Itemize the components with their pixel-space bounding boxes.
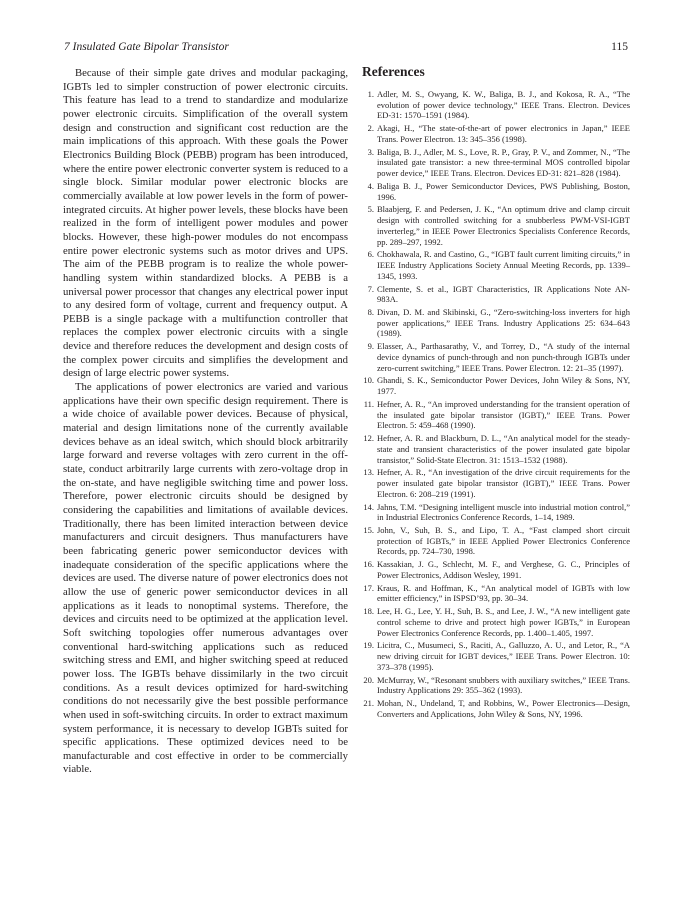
reference-text: Clemente, S. et al., IGBT Characteristics, IR Applications Note AN-983A. [377,283,630,305]
reference-text: John, V., Suh, B. S., and Lipo, T. A., “Fast clamped short circuit protection of IGBTs,” in IEEE Applied Power Electronics Conference Records, pp. 724–730, 1998. [377,525,630,557]
reference-text: Akagi, H., “The state-of-the-art of power electronics in Japan,” IEEE Trans. Power Electron. 13: 345–356 (1998). [377,123,630,144]
reference-text: Adler, M. S., Owyang, K. W., Baliga, B. J., and Kokosa, R. A., “The evolution of power device technology,” IEEE Trans. Electron. Devices ED-31: 1570–1591 (1984). [377,89,630,121]
reference-item [362,147,630,179]
reference-item [362,307,630,339]
reference-text: Jahns, T.M. “Designing intelligent muscle into industrial motion control,” in Industrial Electronics Conference Records, 1–14, 1989. [377,501,630,523]
reference-number: 11 . [362,399,374,410]
body-text-column [63,67,348,777]
reference-item [362,89,630,121]
reference-text: Elasser, A., Parthasarathy, V., and Torrey, D., “A study of the internal device dynamics of punch-through and non punch-through IGBTs under zero-current switching,” IEEE Trans. Power Electron. 12: 21–35 (1997). [377,341,630,373]
reference-text: Divan, D. M. and Skibinski, G., “Zero-switching-loss inverters for high power applications,” IEEE Trans. Industry Applications 25: 634–643 (1989). [377,307,630,339]
reference-number: 5 . [362,204,374,215]
reference-item [362,698,630,719]
reference-item [362,284,630,305]
reference-item [362,123,630,144]
reference-item [362,675,630,696]
reference-number: 17 . [362,583,374,594]
reference-number: 2 . [362,123,374,134]
reference-item [362,640,630,672]
reference-text: Ghandi, S. K., Semiconductor Power Devices, John Wiley & Sons, NY, 1977. [377,375,630,397]
reference-text: Lee, H. G., Lee, Y. H., Suh, B. S., and Lee, J. W., “A new intelligent gate control scheme to drive and protect high power IGBTs,” in European Power Electronics Conference Records, pp. 1.400–1.405, 1997. [377,606,630,638]
reference-number: 8 . [362,307,374,318]
reference-item [362,399,630,431]
reference-number: 14 . [362,502,374,513]
reference-text: Licitra, C., Musumeci, S., Raciti, A., Galluzzo, A. U., and Letor, R., “A new driving circuit for IGBT devices,” IEEE Trans. Power Electron. 10: 373–378 (1995). [377,640,630,672]
reference-number: 6 . [362,249,374,260]
reference-text: McMurray, W., “Resonant snubbers with auxiliary switches,” IEEE Trans. Industry Applications 29: 355–362 (1993). [377,674,630,696]
reference-text: Chokhawala, R. and Castino, G., “IGBT fault current limiting circuits,” in IEEE Industry Applications Society Annual Meeting Records, pp. 1339–1345, 1993. [377,249,630,281]
reference-number: 3 . [362,147,374,158]
reference-item [362,467,630,499]
references-heading: References [362,64,425,79]
reference-number: 18 . [362,606,374,617]
reference-number: 15 . [362,525,374,536]
reference-text: Baliga, B. J., Adler, M. S., Love, R. P., Gray, P. V., and Zommer, N., “The insulated gate transistor: a new three-terminal MOS controlled bipolar power device,” IEEE Trans. Electron. Devices ED-31: 821–828 (1984). [377,146,630,179]
body-paragraph: The applications of power electronics are varied and various applications have their own specific design requirement. There is a wide choice of available power devices. Because of physical, material and design limitations none of the currently available devices behave as an ideal switch, which should block arbitrarily large forward and reverse voltages with zero current in the off-state, conduct arbitrarily large currents with zero-voltage drop in the on-state, and have negligible switching time and power loss. Therefore, power electronic circuits should be designed by considering the capabilities and limitations of available devices. Traditionally, there has been limited interaction between device manufacturers and circuit designers. Thus manufacturers have been fabricating generic power semiconductor devices with inadequate consideration of the specific applications where the devices are used. The diverse nature of power electronics does not allow the use of generic power semiconductor devices in all applications as it leads to nonoptimal systems. Therefore, the devices and circuits need to be optimized at the application level. Soft switching topologies offer numerous advantages over conventional hard-switching applications such as reduced switching stress and EMI, and higher switching speed at reduced power loss. The IGBTs behave dissimilarly in the two circuit conditions. As a result devices optimized for hard-switching conditions do not necessarily give the best possible performance when used in soft-switching circuits. In order to extract maximum system performance, it is necessary to develop IGBTs suited for specific applications. These optimized devices need to be manufacturable and cost effective in order to be commercially viable. [63,381,348,776]
reference-item [362,375,630,396]
reference-item [362,606,630,638]
reference-item [362,525,630,557]
reference-item [362,433,630,465]
reference-number: 20 . [362,675,374,686]
running-head [64,39,628,55]
reference-text: Kraus, R. and Hoffman, K., “An analytical model of IGBTs with low emitter efficiency,” in ISPSD’93, pp. 30–34. [377,582,630,604]
reference-text: Kassakian, J. G., Schlecht, M. F., and Verghese, G. C., Principles of Power Electronics, Addison Wesley, 1991. [377,559,630,580]
reference-number: 9 . [362,341,374,352]
reference-item [362,249,630,281]
reference-item [362,583,630,604]
body-paragraph: Because of their simple gate drives and modular packaging, IGBTs led to simpler construction of power electronic circuits. This feature has lead to a trend to standardize and modularize power electronic circuits. Simplification of the overall system design and construction and significant cost reduction are the main implications of this approach. With these goals the Power Electronics Building Block (PEBB) program has been introduced, where the entire power electronic converter system is reduced to a single block. Similar modular power electronic blocks are commercially available at low power levels in the form of power-integrated circuits. At higher power levels, these blocks have been realized in the form of intelligent power modules and power blocks. However, these high-power modules do not encompass entire power electronic systems such as motor drives and UPS. The aim of the PEBB program is to realize the whole power-handling system within standardized blocks. A PEBB is a universal power processor that changes any electrical power input to any desired form of voltage, current and frequency output. A PEBB is a single package with a multifunction controller that replaces the complex power electronic circuits with a single device and therefore reduces the development and design costs of the complex power circuits and simplifies the development and design of large electric power systems. [63,67,348,380]
reference-text: Hefner, A. R. and Blackburn, D. L., “An analytical model for the steady-state and transient characteristics of the power insulated gate bipolar transistor,” Solid-State Electron. 31: 1513–1532 (1988). [377,433,630,465]
reference-number: 7 . [362,284,374,295]
reference-number: 16 . [362,559,374,570]
reference-text: Mohan, N., Undeland, T, and Robbins, W., Power Electronics—Design, Converters and Applications, John Wiley & Sons, NY, 1996. [377,698,630,719]
reference-number: 13 . [362,467,374,478]
reference-text: Blaabjerg, F. and Pedersen, J. K., “An optimum drive and clamp circuit design with controlled switching for a snubberless PWM-VSI-IGBT inverterleg,” in IEEE Power Electronics Specialists Conference Records, pp. 289–297, 1992. [377,204,630,247]
page-number: 115 [611,41,628,53]
reference-number: 21 . [362,698,374,709]
reference-number: 19 . [362,640,374,651]
references-list [362,89,630,720]
reference-item [362,559,630,580]
reference-item [362,204,630,247]
reference-text: Baliga B. J., Power Semiconductor Devices, PWS Publishing, Boston, 1996. [377,180,630,202]
reference-item [362,502,630,523]
reference-number: 10 . [362,375,374,386]
reference-item [362,341,630,373]
reference-number: 4 . [362,181,374,192]
references-section [362,64,630,722]
reference-text: Hefner, A. R., “An investigation of the drive circuit requirements for the power insulated gate bipolar transistor (IGBT),” IEEE Trans. Power Electron. 6: 208–219 (1991). [377,467,630,499]
reference-number: 1 . [362,89,374,100]
reference-text: Hefner, A. R., “An improved understanding for the transient operation of the insulated gate bipolar transistor (IGBT),” IEEE Trans. Power Electron. 5: 459–468 (1990). [377,398,630,431]
chapter-title: 7 Insulated Gate Bipolar Transistor [64,41,229,53]
reference-number: 12 . [362,433,374,444]
reference-item [362,181,630,202]
